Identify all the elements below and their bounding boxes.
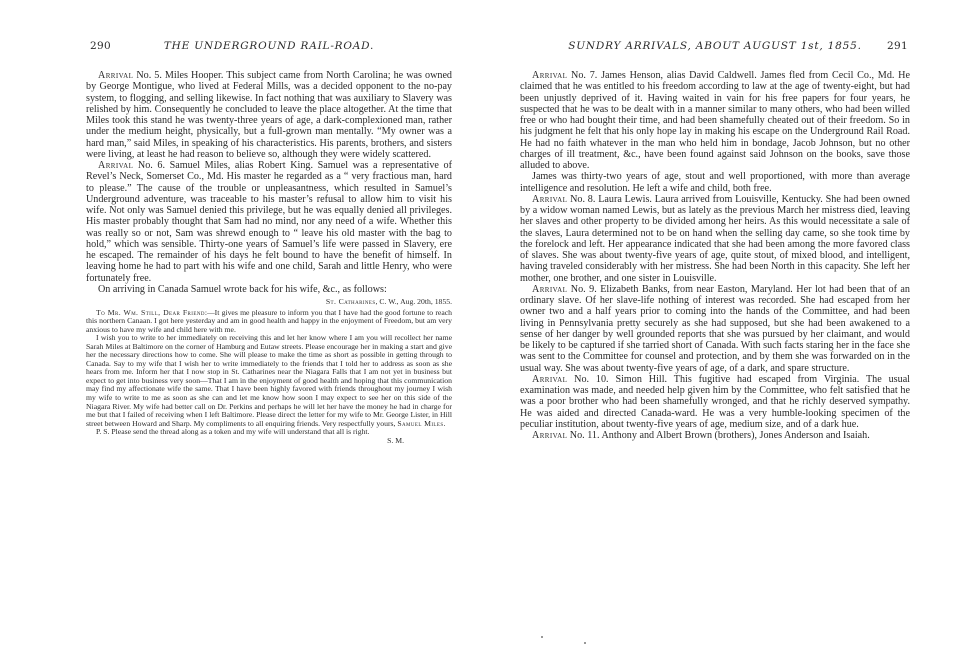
letter-initials: S. M. (387, 435, 404, 445)
arrival-7-paragraph (520, 70, 910, 171)
arrival-8-text: No. 8. Laura Lewis. Laura arrived from Louisville, Kentucky. She had been owned by a widow woman named Lewis, but as lately as the previous March her mistress died, leaving her slaves and other property to be divided among her heirs. As this would necessitate a sale of the slaves, Laura determined not to be on hand when the selling day came, so she took time by the forelock and left. Her appearance indicated that she had been among the more favored class of slaves. She was about twenty-five years of age, quite stout, of mixed blood, and intelligent, having traveled considerably with her mistress. She had been North in this capacity. She left her mother, one brother, and one sister in Louisville. (520, 193, 910, 284)
arrival-9-text: No. 9. Elizabeth Banks, from near Easton, Maryland. Her lot had been that of an ordinary slave. Of her slave-life nothing of interest was recorded. She had escaped from her owner two and a half years prior to coming into the hands of the Committee, and had been living in Pennsylvania pretty securely as she had supposed, but she had been awakened to a sense of her danger by well grounded reports that she was pursued by her claimant, and would be likely to be captured if she tarried short of Canada. With such facts staring her in the face she was sent to the Committee for counsel and protection, and by them she was forwarded on in the usual way. She was about twenty-five years of age, of a dark, and spare structure. (520, 283, 910, 374)
right-page-header (520, 40, 910, 58)
letter-body-text: I wish you to write to her immediately on receiving this and let her know where I am you will recollect her name Sarah Miles at Baltimore on the corner of Hamburg and Eutaw streets. Please encourage her in making a start and give her the necessary directions how to come. She will please to make the time as short as possible in getting through to Canada. Say to my wife that I wish her to write immediately to the friends that I told her to address as soon as she hears from me. Inform her that I now stop in St. Catharines near the Niagara Falls that I am not yet in business but expect to get into business very soon—That I am in the enjoyment of good health and hoping that this communication may find my affectionate wife the same. That I have been highly favored with friends throughout my journey I wish my wife to write to me as soon as she can and let me know how soon I may expect to see her on this side of the Niagara River. My wife had better call on Dr. Perkins and perhaps he will let her have the money he had in charge for me but that I failed of receiving when I left Baltimore. Please direct the letter for my wife to Mr. George Lister, in Hill street between Howard and Sharp. My compliments to all enquiring friends. Very respectfully yours, (86, 333, 452, 428)
letter-signature: Samuel Miles. (397, 418, 446, 428)
arrival-10-text: No. 10. Simon Hill. This fugitive had escaped from Virginia. The usual examination was made, and needed help given him by the Committee, who felt satisfied that he was a poor brother who had been shamefully wronged, and that he richly deserved sympathy. He was aided and directed Canada-ward. He was a very humble-looking specimen of the peculiar institution, about twenty-five years of age, medium size, and of a dark hue. (520, 373, 910, 430)
left-page-header (86, 40, 452, 58)
arrival-5-paragraph (86, 70, 452, 160)
arrival-label: Arrival (532, 283, 568, 295)
arrival-11-text: No. 11. Anthony and Albert Brown (brothers), Jones Anderson and Isaiah. (567, 430, 870, 441)
arrival-8-paragraph (520, 194, 910, 284)
right-page-number: 291 (887, 40, 908, 52)
letter-place: St. Catharines (325, 297, 376, 306)
arrival-6-text: No. 6. Samuel Miles, alias Robert King. Samuel was a representative of Revel’s Neck, Somerset Co., Md. His master he regarded as a “ very fractious man, hard to please.” The cause of the trouble or unpleasantness, which resulted in Samuel’s Underground adventure, was traceable to his master’s refusal to allow him to visit his wife. Not only was Samuel denied this privilege, but he was equally denied all privileges. His master probably thought that Sam had no mind, nor any need of a wife. Whether this was really so or not, Sam was shrewd enough to “ leave his old master with the bag to hold,” which was sensible. Thirty-one years of Samuel’s life were passed in Slavery, ere he escaped. The remainder of his days he felt bound to have the benefit of himself. In leaving home he had to part with his wife and one child, Sarah and little Henry, who were fortunately free. (86, 160, 452, 284)
right-running-head: SUNDRY ARRIVALS, ABOUT AUGUST 1st, 1855. (568, 40, 862, 52)
arrival-label: Arrival (98, 160, 134, 171)
letter-opening-text: :—It gives me pleasure to inform you that I have had the good fortune to reach this northern Canaan. I got here yesterday and am in good health and happy in the enjoyment of Freedom, but am very anxious to have my wife and child here with me. (86, 307, 452, 334)
letter-salutation: To Mr. Wm. Still, Dear Friend (96, 307, 205, 317)
letter-opening (86, 309, 452, 335)
arrival-11-paragraph (520, 430, 910, 441)
letter-date: , C. W., Aug. 20th, 1855. (375, 297, 452, 306)
arrival-5-text: No. 5. Miles Hooper. This subject came from North Carolina; he was owned by George Montigue, who lived at Federal Mills, was a decided opponent to the no-pay system, to flogging, and selling likewise. In fact nothing that was auxiliary to Slavery was relished by him. Consequently he concluded to leave the place altogether. At the time that Miles took this stand he was twenty-three years of age, a dark-complexioned man, rather under the medium height, physically, but a full-grown man mentally. “My owner was a hard man,” said Miles, in speaking of his characteristics. His parents, brothers, and sisters were living, at least he had reason to believe so, although they were widely scattered. (86, 70, 452, 160)
left-page-number: 290 (90, 40, 111, 52)
left-page-body (86, 70, 452, 445)
letter-body (86, 334, 452, 428)
james-description-paragraph: James was thirty-two years of age, stout and well proportioned, with more than average intelligence and resolution. He left a wife and child, both free. (520, 171, 910, 194)
arrival-label: Arrival (532, 430, 568, 441)
arrival-label: Arrival (532, 70, 568, 81)
letter-dateline (86, 298, 452, 307)
scan-speck (541, 636, 543, 638)
arrival-label: Arrival (532, 193, 568, 205)
arrival-6-paragraph (86, 160, 452, 284)
arriving-in-canada-paragraph: On arriving in Canada Samuel wrote back for his wife, &c., as follows: (98, 283, 387, 295)
scan-speck (584, 642, 586, 644)
arrival-10-paragraph (520, 374, 910, 430)
arrival-9-paragraph (520, 284, 910, 374)
letter-postscript: P. S. Please send the thread along as a token and my wife will understand that all is right. (96, 427, 370, 437)
samuel-miles-letter (86, 298, 452, 445)
arrival-7-text: No. 7. James Henson, alias David Caldwell. James fled from Cecil Co., Md. He claimed that he was entitled to his freedom according to law at the age of twenty-eight, but had been unjustly deprived of it. Having waited in vain for his free papers for four years, he suspected that he was to be dealt with in a manner similar to many others, who had been willed free or who had bought their time, and had been shamefully cheated out of their freedom. So in his judgment he felt that his only hope lay in making his escape on the Underground Rail Road. He had no faith whatever in the man who held him in bondage, Jacob Johnson, but no other charges of ill treatment, &c., have been found against said Johnson on the books, save those alluded to above. (520, 70, 910, 171)
left-running-head: THE UNDERGROUND RAIL-ROAD. (163, 40, 375, 52)
right-page (490, 0, 980, 662)
arrival-label: Arrival (532, 373, 568, 385)
arrival-label: Arrival (98, 70, 134, 81)
right-page-body (520, 70, 910, 441)
